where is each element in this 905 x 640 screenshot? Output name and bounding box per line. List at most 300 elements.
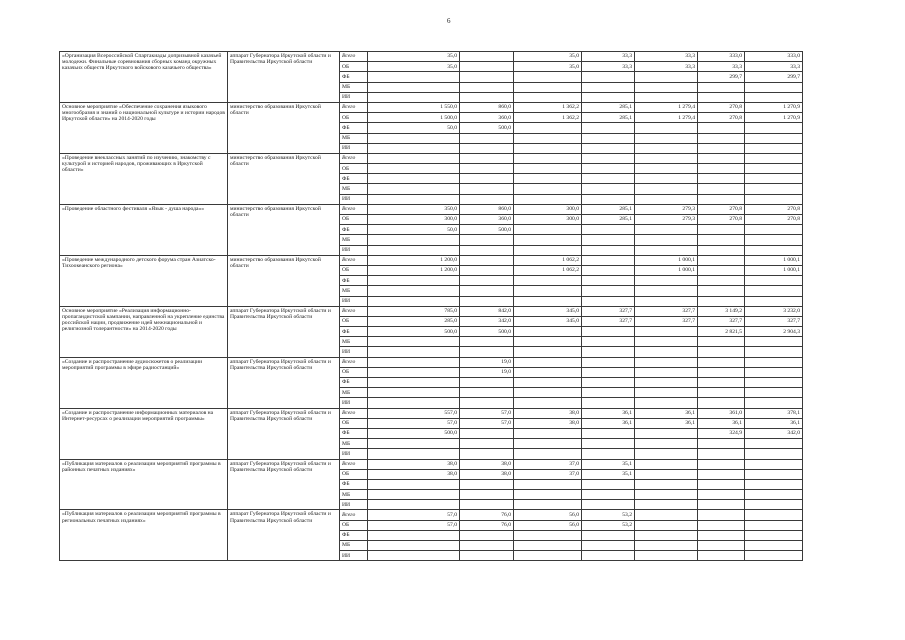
amount-cell [698, 337, 745, 347]
amount-cell [460, 276, 514, 286]
amount-cell: 279,3 [635, 215, 698, 225]
amount-cell: 333,0 [698, 52, 745, 62]
amount-cell [582, 479, 635, 489]
amount-cell: 1 062,2 [514, 255, 582, 265]
amount-cell [582, 194, 635, 204]
executor-cell: министерство образования Иркутской области [228, 204, 340, 255]
amount-cell: 36,1 [635, 408, 698, 418]
funding-source-cell: ОБ [340, 164, 368, 174]
amount-cell [460, 194, 514, 204]
amount-cell [460, 530, 514, 540]
amount-cell: 270,8 [698, 102, 745, 112]
amount-cell [635, 459, 698, 469]
amount-cell [368, 235, 460, 245]
amount-cell [745, 398, 803, 408]
amount-cell [368, 133, 460, 143]
amount-cell: 36,1 [698, 418, 745, 428]
amount-cell [368, 449, 460, 459]
amount-cell [368, 174, 460, 184]
amount-cell [745, 92, 803, 102]
amount-cell [745, 245, 803, 255]
funding-source-cell: ФБ [340, 276, 368, 286]
amount-cell [635, 551, 698, 561]
activity-description: «Публикация материалов о реализации мероприятий программы в региональных печатных изданиях» [60, 510, 228, 561]
amount-cell [582, 153, 635, 163]
amount-cell: 35,1 [582, 469, 635, 479]
amount-cell: 270,8 [698, 113, 745, 123]
amount-cell [514, 245, 582, 255]
amount-cell [514, 541, 582, 551]
amount-cell [460, 500, 514, 510]
funding-source-cell: ИИ [340, 449, 368, 459]
amount-cell [514, 398, 582, 408]
amount-cell [698, 459, 745, 469]
funding-source-cell: ОБ [340, 418, 368, 428]
amount-cell [460, 541, 514, 551]
amount-cell: 500,0 [460, 327, 514, 337]
funding-source-cell: ФБ [340, 225, 368, 235]
funding-source-cell: МБ [340, 286, 368, 296]
amount-cell [635, 296, 698, 306]
funding-source-cell: ФБ [340, 428, 368, 438]
amount-cell [698, 347, 745, 357]
funding-source-cell: ОБ [340, 113, 368, 123]
amount-cell: 500,0 [368, 428, 460, 438]
funding-source-cell: Всего [340, 204, 368, 214]
amount-cell [635, 378, 698, 388]
amount-cell [582, 398, 635, 408]
amount-cell [514, 72, 582, 82]
amount-cell [698, 520, 745, 530]
amount-cell [582, 92, 635, 102]
amount-cell [582, 388, 635, 398]
amount-cell [368, 92, 460, 102]
amount-cell [698, 510, 745, 520]
amount-cell [698, 245, 745, 255]
amount-cell: 500,0 [460, 123, 514, 133]
amount-cell [698, 286, 745, 296]
amount-cell [698, 276, 745, 286]
amount-cell [745, 184, 803, 194]
amount-cell [635, 82, 698, 92]
amount-cell: 35,0 [514, 52, 582, 62]
amount-cell: 1 550,0 [368, 102, 460, 112]
amount-cell: 38,0 [514, 408, 582, 418]
amount-cell: 361,0 [698, 408, 745, 418]
amount-cell: 38,0 [460, 469, 514, 479]
amount-cell: 324,9 [698, 428, 745, 438]
amount-cell [635, 92, 698, 102]
amount-cell [745, 520, 803, 530]
funding-source-cell: ИИ [340, 500, 368, 510]
amount-cell: 327,7 [745, 316, 803, 326]
amount-cell: 378,1 [745, 408, 803, 418]
amount-cell [745, 235, 803, 245]
amount-cell [368, 143, 460, 153]
amount-cell: 38,0 [460, 459, 514, 469]
amount-cell [368, 378, 460, 388]
amount-cell [635, 123, 698, 133]
table-row [60, 204, 803, 214]
amount-cell [582, 265, 635, 275]
amount-cell [460, 398, 514, 408]
amount-cell: 327,7 [582, 316, 635, 326]
amount-cell: 299,7 [698, 72, 745, 82]
activity-description: «Создание и распространение аудиосюжетов о реализации мероприятий программы в эфире радиостанций» [60, 357, 228, 408]
amount-cell [698, 92, 745, 102]
funding-source-cell: Всего [340, 102, 368, 112]
amount-cell [368, 245, 460, 255]
amount-cell: 557,0 [368, 408, 460, 418]
amount-cell [635, 469, 698, 479]
amount-cell: 1 279,4 [635, 102, 698, 112]
amount-cell [514, 357, 582, 367]
amount-cell [514, 439, 582, 449]
amount-cell [514, 184, 582, 194]
amount-cell: 1 200,0 [368, 255, 460, 265]
amount-cell: 299,7 [745, 72, 803, 82]
amount-cell: 1 000,1 [745, 255, 803, 265]
amount-cell [745, 82, 803, 92]
amount-cell [582, 378, 635, 388]
amount-cell [368, 164, 460, 174]
amount-cell: 1 270,9 [745, 113, 803, 123]
amount-cell [582, 255, 635, 265]
funding-source-cell: ИИ [340, 296, 368, 306]
amount-cell [514, 347, 582, 357]
amount-cell [582, 449, 635, 459]
amount-cell [698, 123, 745, 133]
amount-cell [460, 82, 514, 92]
amount-cell: 500,0 [368, 327, 460, 337]
amount-cell [698, 235, 745, 245]
table-row [60, 52, 803, 62]
amount-cell [368, 194, 460, 204]
amount-cell [745, 276, 803, 286]
amount-cell [514, 123, 582, 133]
amount-cell [698, 164, 745, 174]
funding-source-cell: ИИ [340, 398, 368, 408]
amount-cell: 350,0 [368, 204, 460, 214]
amount-cell [745, 439, 803, 449]
funding-source-cell: ФБ [340, 530, 368, 540]
amount-cell [460, 449, 514, 459]
amount-cell: 57,0 [460, 418, 514, 428]
amount-cell [698, 388, 745, 398]
amount-cell [698, 530, 745, 540]
funding-source-cell: Всего [340, 510, 368, 520]
amount-cell [635, 225, 698, 235]
funding-source-cell: Всего [340, 255, 368, 265]
amount-cell [745, 133, 803, 143]
amount-cell [582, 184, 635, 194]
funding-source-cell: ОБ [340, 367, 368, 377]
amount-cell [514, 500, 582, 510]
funding-source-cell: ОБ [340, 265, 368, 275]
amount-cell: 1 270,9 [745, 102, 803, 112]
funding-source-cell: ОБ [340, 215, 368, 225]
amount-cell: 285,1 [582, 204, 635, 214]
amount-cell: 1 279,4 [635, 113, 698, 123]
amount-cell [582, 551, 635, 561]
amount-cell [460, 133, 514, 143]
table-body [60, 52, 803, 561]
amount-cell: 38,0 [514, 418, 582, 428]
amount-cell: 1 362,2 [514, 102, 582, 112]
amount-cell [514, 530, 582, 540]
amount-cell [582, 367, 635, 377]
amount-cell: 57,0 [368, 520, 460, 530]
amount-cell [635, 133, 698, 143]
amount-cell [698, 143, 745, 153]
executor-cell: аппарат Губернатора Иркутской области и Правительства Иркутской области [228, 408, 340, 459]
amount-cell [460, 388, 514, 398]
amount-cell [460, 286, 514, 296]
executor-cell: аппарат Губернатора Иркутской области и Правительства Иркутской области [228, 459, 340, 510]
amount-cell: 270,8 [698, 215, 745, 225]
table-row [60, 153, 803, 163]
amount-cell [635, 388, 698, 398]
amount-cell [514, 153, 582, 163]
funding-source-cell: МБ [340, 541, 368, 551]
amount-cell [745, 551, 803, 561]
amount-cell [582, 327, 635, 337]
amount-cell: 270,8 [698, 204, 745, 214]
budget-table [59, 51, 803, 561]
funding-source-cell: Всего [340, 52, 368, 62]
table-row [60, 102, 803, 112]
amount-cell: 860,0 [460, 102, 514, 112]
amount-cell [635, 520, 698, 530]
amount-cell [635, 500, 698, 510]
amount-cell [582, 541, 635, 551]
amount-cell: 50,0 [368, 225, 460, 235]
amount-cell [514, 327, 582, 337]
funding-source-cell: ФБ [340, 327, 368, 337]
amount-cell [368, 490, 460, 500]
amount-cell [368, 296, 460, 306]
amount-cell [745, 357, 803, 367]
amount-cell [368, 184, 460, 194]
executor-cell: аппарат Губернатора Иркутской области и Правительства Иркутской области [228, 510, 340, 561]
amount-cell: 842,0 [460, 306, 514, 316]
amount-cell: 342,0 [745, 428, 803, 438]
amount-cell [745, 286, 803, 296]
funding-source-cell: МБ [340, 439, 368, 449]
amount-cell [460, 265, 514, 275]
amount-cell [745, 459, 803, 469]
amount-cell [460, 92, 514, 102]
funding-source-cell: Всего [340, 408, 368, 418]
amount-cell [460, 184, 514, 194]
amount-cell [698, 357, 745, 367]
funding-source-cell: МБ [340, 490, 368, 500]
activity-description: «Организация Всероссийской Спартакиады допризывной казачьей молодежи. Финальные соревнования сборных команд окружных казачьих обществ Иркутского войскового казачьего общества» [60, 52, 228, 103]
amount-cell [745, 123, 803, 133]
amount-cell [460, 347, 514, 357]
amount-cell [745, 500, 803, 510]
amount-cell: 33,3 [635, 62, 698, 72]
amount-cell [368, 551, 460, 561]
amount-cell: 33,3 [582, 62, 635, 72]
amount-cell: 38,0 [368, 459, 460, 469]
funding-source-cell: ИИ [340, 347, 368, 357]
amount-cell [698, 551, 745, 561]
amount-cell [582, 143, 635, 153]
amount-cell [745, 367, 803, 377]
amount-cell [635, 490, 698, 500]
amount-cell: 285,1 [582, 215, 635, 225]
amount-cell [460, 337, 514, 347]
activity-description: «Публикация материалов о реализации мероприятий программы в районных печатных изданиях» [60, 459, 228, 510]
amount-cell [745, 194, 803, 204]
amount-cell [460, 143, 514, 153]
amount-cell [745, 510, 803, 520]
amount-cell [635, 327, 698, 337]
amount-cell [745, 153, 803, 163]
amount-cell: 35,0 [368, 52, 460, 62]
amount-cell: 1 200,0 [368, 265, 460, 275]
amount-cell [582, 428, 635, 438]
amount-cell [368, 541, 460, 551]
amount-cell [582, 347, 635, 357]
amount-cell [745, 225, 803, 235]
amount-cell: 342,0 [460, 316, 514, 326]
amount-cell: 56,0 [514, 520, 582, 530]
amount-cell: 2 904,3 [745, 327, 803, 337]
amount-cell: 333,0 [745, 52, 803, 62]
amount-cell [745, 449, 803, 459]
amount-cell [698, 184, 745, 194]
amount-cell [745, 469, 803, 479]
amount-cell [582, 235, 635, 245]
amount-cell [514, 479, 582, 489]
amount-cell: 57,0 [368, 510, 460, 520]
amount-cell [582, 296, 635, 306]
amount-cell: 57,0 [460, 408, 514, 418]
executor-cell: министерство образования Иркутской области [228, 102, 340, 153]
amount-cell: 33,3 [582, 52, 635, 62]
amount-cell [514, 92, 582, 102]
funding-source-cell: ОБ [340, 520, 368, 530]
amount-cell [698, 439, 745, 449]
funding-source-cell: МБ [340, 133, 368, 143]
amount-cell [698, 174, 745, 184]
amount-cell [514, 164, 582, 174]
amount-cell [635, 245, 698, 255]
amount-cell [745, 479, 803, 489]
funding-source-cell: ИИ [340, 194, 368, 204]
amount-cell [745, 378, 803, 388]
amount-cell: 35,0 [368, 62, 460, 72]
amount-cell: 57,0 [368, 418, 460, 428]
amount-cell: 3 232,0 [745, 306, 803, 316]
amount-cell: 360,0 [460, 113, 514, 123]
amount-cell [698, 255, 745, 265]
amount-cell [635, 72, 698, 82]
amount-cell [698, 367, 745, 377]
amount-cell: 37,0 [514, 459, 582, 469]
activity-description: «Проведение областного фестиваля «Язык - душа народа»» [60, 204, 228, 255]
amount-cell [698, 490, 745, 500]
amount-cell [698, 194, 745, 204]
amount-cell [514, 286, 582, 296]
amount-cell: 33,3 [745, 62, 803, 72]
amount-cell [635, 510, 698, 520]
amount-cell [745, 388, 803, 398]
amount-cell: 345,0 [514, 316, 582, 326]
amount-cell [368, 153, 460, 163]
amount-cell [698, 153, 745, 163]
amount-cell: 285,1 [582, 113, 635, 123]
funding-source-cell: МБ [340, 82, 368, 92]
amount-cell [460, 153, 514, 163]
amount-cell: 500,0 [460, 225, 514, 235]
amount-cell [582, 82, 635, 92]
amount-cell: 1 500,0 [368, 113, 460, 123]
executor-cell: аппарат Губернатора Иркутской области и Правительства Иркутской области [228, 52, 340, 103]
amount-cell: 33,3 [635, 52, 698, 62]
funding-source-cell: Всего [340, 306, 368, 316]
amount-cell [514, 235, 582, 245]
amount-cell [368, 367, 460, 377]
amount-cell [635, 235, 698, 245]
amount-cell: 37,0 [514, 469, 582, 479]
table-row [60, 408, 803, 418]
amount-cell [698, 296, 745, 306]
amount-cell: 300,0 [514, 215, 582, 225]
amount-cell [635, 530, 698, 540]
amount-cell [514, 194, 582, 204]
amount-cell: 327,7 [698, 316, 745, 326]
amount-cell [745, 296, 803, 306]
table-row [60, 255, 803, 265]
amount-cell [635, 347, 698, 357]
amount-cell: 285,0 [368, 316, 460, 326]
amount-cell: 270,8 [745, 204, 803, 214]
amount-cell [582, 439, 635, 449]
funding-source-cell: МБ [340, 337, 368, 347]
amount-cell [582, 72, 635, 82]
amount-cell: 19,0 [460, 367, 514, 377]
amount-cell [698, 449, 745, 459]
amount-cell [745, 530, 803, 540]
amount-cell [368, 337, 460, 347]
funding-source-cell: ИИ [340, 143, 368, 153]
funding-source-cell: ИИ [340, 245, 368, 255]
amount-cell [582, 357, 635, 367]
funding-source-cell: ОБ [340, 469, 368, 479]
executor-cell: министерство образования Иркутской области [228, 153, 340, 204]
funding-source-cell: МБ [340, 235, 368, 245]
amount-cell [368, 439, 460, 449]
table-row [60, 459, 803, 469]
amount-cell: 2 821,5 [698, 327, 745, 337]
amount-cell [745, 174, 803, 184]
amount-cell [635, 449, 698, 459]
amount-cell [460, 551, 514, 561]
funding-source-cell: ФБ [340, 378, 368, 388]
amount-cell [635, 439, 698, 449]
page-number: 6 [447, 17, 451, 25]
amount-cell: 3 149,2 [698, 306, 745, 316]
activity-description: Основное мероприятие «Реализация информационно-пропагандистской кампании, направленной на укрепление единства российской нации, продвижение идей межнациональной и религиозной толерантности» на 2014-2020 годы [60, 306, 228, 357]
amount-cell [582, 225, 635, 235]
funding-source-cell: Всего [340, 357, 368, 367]
amount-cell: 1 000,1 [745, 265, 803, 275]
amount-cell [368, 82, 460, 92]
amount-cell [514, 449, 582, 459]
